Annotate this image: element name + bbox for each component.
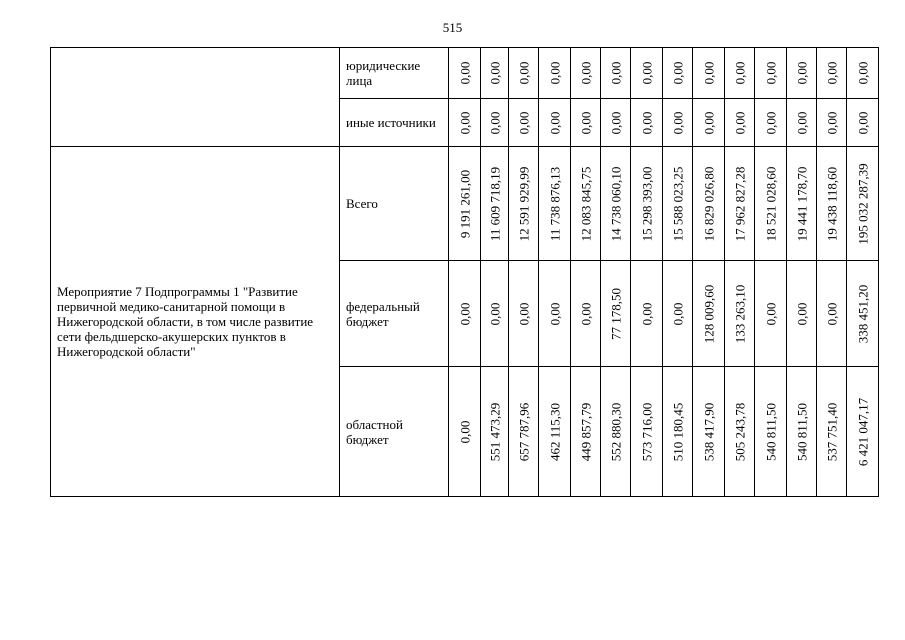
value-text: 19 438 118,60 [824,166,839,241]
source-label: федеральный бюджет [340,261,449,367]
value-text: 540 811,50 [794,402,809,461]
value-cell [725,367,755,497]
value-text: 6 421 047,17 [855,397,870,466]
value-text: 573 716,00 [639,402,654,461]
value-cell [539,367,571,497]
value-cell [509,48,539,99]
value-text: 0,00 [701,111,716,134]
source-label: Всего [340,147,449,261]
value-cell [817,99,847,147]
value-text: 462 115,30 [547,402,562,461]
value-text: 9 191 261,00 [457,169,472,238]
value-cell [663,261,693,367]
value-cell [755,367,787,497]
value-cell [539,99,571,147]
value-cell [571,48,601,99]
value-text: 538 417,90 [701,402,716,461]
value-text: 15 298 393,00 [639,166,654,241]
value-text: 0,00 [578,111,593,134]
value-text: 0,00 [487,302,502,325]
value-cell [847,147,879,261]
value-cell [755,48,787,99]
value-cell [817,147,847,261]
value-text: 0,00 [578,61,593,85]
value-text: 0,00 [794,111,809,134]
value-text: 0,00 [608,111,623,134]
value-cell [481,99,509,147]
value-text: 0,00 [639,111,654,134]
value-cell [631,367,663,497]
value-text: 195 032 287,39 [855,162,870,245]
value-text: 540 811,50 [763,402,778,461]
value-text: 14 738 060,10 [608,166,623,241]
value-cell [817,261,847,367]
page-number: 515 [442,20,463,35]
value-text: 0,00 [855,61,870,85]
value-text: 0,00 [763,61,778,85]
value-cell [571,147,601,261]
value-cell [571,99,601,147]
value-cell [571,261,601,367]
value-cell [481,367,509,497]
value-text: 12 083 845,75 [578,166,593,241]
value-cell [631,147,663,261]
source-label: областной бюджет [340,367,449,497]
value-cell [539,48,571,99]
value-cell [539,147,571,261]
value-text: 0,00 [487,61,502,85]
value-cell [693,99,725,147]
value-text: 0,00 [516,302,531,325]
value-cell [787,367,817,497]
value-text: 0,00 [794,61,809,85]
value-text: 0,00 [457,302,472,325]
value-text: 77 178,50 [608,287,623,340]
value-text: 0,00 [639,61,654,85]
value-text: 0,00 [794,302,809,325]
value-cell [847,261,879,367]
value-text: 657 787,96 [516,402,531,461]
value-cell [817,48,847,99]
value-text: 0,00 [516,61,531,85]
value-text: 0,00 [547,111,562,134]
value-text: 15 588 023,25 [670,166,685,241]
value-text: 133 263,10 [732,284,747,343]
table-row [51,48,879,99]
value-cell [663,99,693,147]
value-text: 338 451,20 [855,284,870,343]
value-cell [755,147,787,261]
value-cell [663,147,693,261]
value-cell [787,48,817,99]
value-text: 0,00 [824,111,839,134]
value-text: 128 009,60 [701,284,716,343]
value-cell [725,261,755,367]
value-text: 0,00 [701,61,716,85]
value-text: 505 243,78 [732,402,747,461]
value-text: 12 591 929,99 [516,166,531,241]
value-cell [693,48,725,99]
value-text: 552 880,30 [608,402,623,461]
value-cell [755,99,787,147]
value-cell [481,261,509,367]
value-cell [601,99,631,147]
value-text: 0,00 [732,61,747,85]
value-cell [725,147,755,261]
value-cell [693,147,725,261]
value-text: 0,00 [824,61,839,85]
value-text: 537 751,40 [824,402,839,461]
value-text: 510 180,45 [670,402,685,461]
value-cell [449,48,481,99]
financing-table [50,47,879,497]
value-text: 0,00 [457,111,472,134]
value-cell [787,261,817,367]
value-text: 18 521 028,60 [763,166,778,241]
value-text: 0,00 [670,61,685,85]
value-text: 0,00 [487,111,502,134]
value-cell [601,147,631,261]
value-cell [481,48,509,99]
value-cell [725,48,755,99]
value-text: 0,00 [578,302,593,325]
value-text: 17 962 827,28 [732,166,747,241]
value-text: 0,00 [639,302,654,325]
value-cell [631,261,663,367]
measure-title: Мероприятие 7 Подпрограммы 1 "Развитие первичной медико-санитарной помощи в Нижегородской области, в том числе развитие сети фельдшерско-акушерских пунктов в Нижегородской области" [51,147,340,497]
value-cell [725,99,755,147]
value-cell [509,261,539,367]
value-text: 0,00 [516,111,531,134]
value-text: 11 609 718,19 [487,166,502,241]
table-row [51,147,879,261]
value-cell [509,99,539,147]
value-text: 0,00 [824,302,839,325]
value-cell [817,367,847,497]
value-cell [631,99,663,147]
value-cell [847,48,879,99]
value-cell [693,261,725,367]
value-cell [481,147,509,261]
value-cell [449,99,481,147]
value-text: 0,00 [670,302,685,325]
value-cell [449,367,481,497]
value-text: 0,00 [855,111,870,134]
value-cell [755,261,787,367]
value-cell [847,99,879,147]
value-cell [571,367,601,497]
value-cell [847,367,879,497]
value-cell [631,48,663,99]
value-text: 449 857,79 [578,402,593,461]
source-label: иные источники [340,99,449,147]
value-cell [663,48,693,99]
value-text: 19 441 178,70 [794,166,809,241]
value-text: 551 473,29 [487,402,502,461]
value-cell [663,367,693,497]
empty-measure-cell [51,48,340,147]
value-text: 0,00 [763,302,778,325]
value-cell [509,367,539,497]
value-cell [601,261,631,367]
value-text: 0,00 [670,111,685,134]
value-cell [601,48,631,99]
value-text: 16 829 026,80 [701,166,716,241]
value-cell [787,99,817,147]
value-cell [509,147,539,261]
value-text: 0,00 [732,111,747,134]
value-text: 0,00 [763,111,778,134]
table-body [51,48,879,497]
value-cell [787,147,817,261]
value-text: 0,00 [457,61,472,85]
value-cell [449,147,481,261]
source-label: юридические лица [340,48,449,99]
value-cell [693,367,725,497]
value-text: 11 738 876,13 [547,166,562,241]
value-text: 0,00 [547,61,562,85]
value-text: 0,00 [608,61,623,85]
value-cell [449,261,481,367]
value-text: 0,00 [457,420,472,443]
value-cell [601,367,631,497]
value-text: 0,00 [547,302,562,325]
value-cell [539,261,571,367]
